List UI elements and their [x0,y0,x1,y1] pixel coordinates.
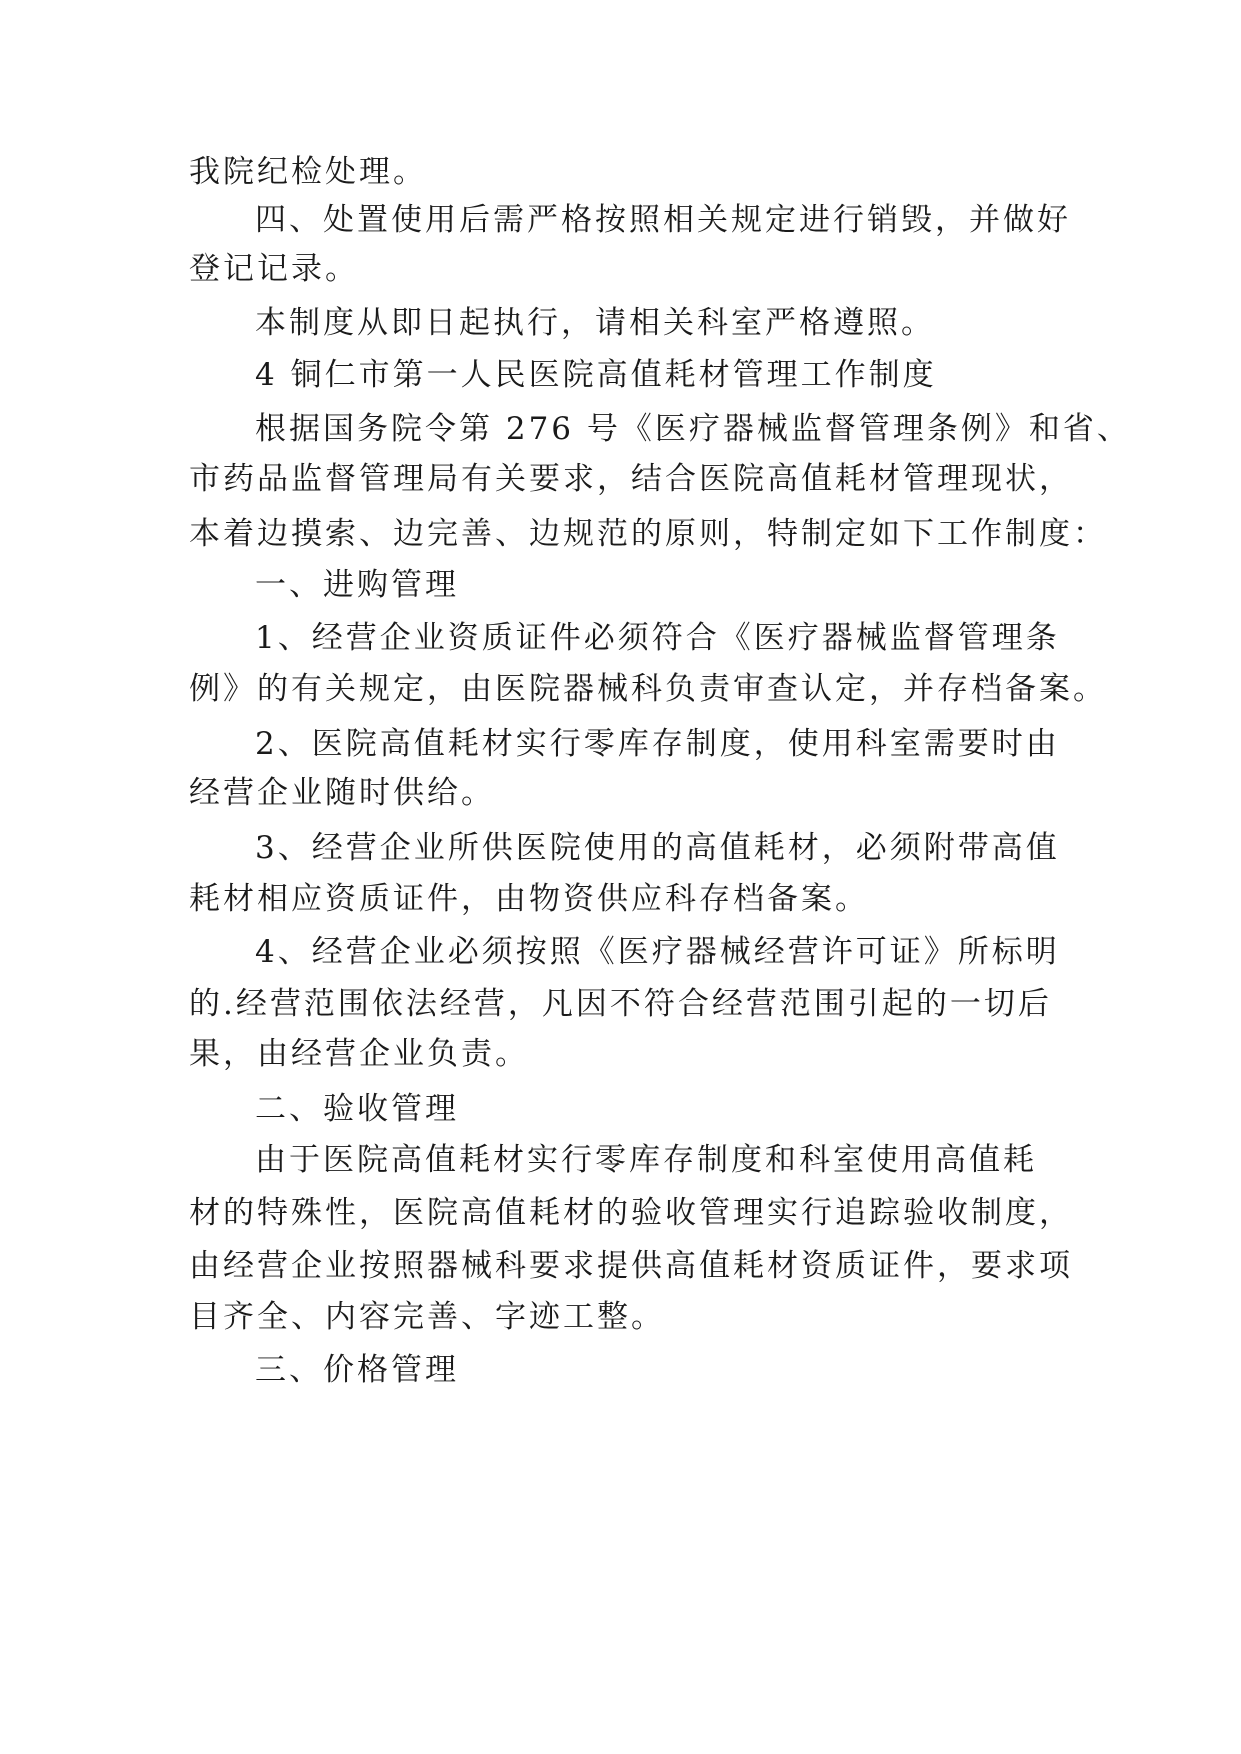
paragraph-line: 根据国务院令第 276 号《医疗器械监督管理条例》和省、 [255,411,1131,447]
paragraph-line: 由于医院高值耗材实行零库存制度和科室使用高值耗 [255,1142,1037,1178]
paragraph-line: 登记记录。 [189,251,359,287]
paragraph-line: 本制度从即日起执行，请相关科室严格遵照。 [255,305,935,341]
subsection-heading: 一、进购管理 [255,567,459,603]
paragraph-line: 例》的有关规定，由医院器械科负责审查认定，并存档备案。 [189,671,1107,707]
paragraph-line: 经营企业随时供给。 [189,775,495,811]
subsection-heading: 三、价格管理 [255,1352,459,1388]
paragraph-line: 2、医院高值耗材实行零库存制度，使用科室需要时由 [255,726,1060,762]
subsection-heading: 二、验收管理 [255,1091,459,1127]
paragraph-line: 由经营企业按照器械科要求提供高值耗材资质证件，要求项 [189,1248,1073,1284]
paragraph-line: 3、经营企业所供医院使用的高值耗材，必须附带高值 [255,830,1060,866]
paragraph-line: 果，由经营企业负责。 [189,1036,529,1072]
paragraph-line: 耗材相应资质证件，由物资供应科存档备案。 [189,881,869,917]
paragraph-line: 4、经营企业必须按照《医疗器械经营许可证》所标明 [255,934,1060,970]
paragraph-line: 四、处置使用后需严格按照相关规定进行销毁，并做好 [255,202,1071,238]
paragraph-line: 我院纪检处理。 [189,154,427,190]
section-title: 4 铜仁市第一人民医院高值耗材管理工作制度 [255,357,937,393]
paragraph-line: 1、经营企业资质证件必须符合《医疗器械监督管理条 [255,620,1060,656]
paragraph-line: 目齐全、内容完善、字迹工整。 [189,1299,665,1335]
paragraph-line: 的.经营范围依法经营，凡因不符合经营范围引起的一切后 [189,986,1052,1022]
paragraph-line: 材的特殊性，医院高值耗材的验收管理实行追踪验收制度， [189,1195,1073,1231]
paragraph-line: 市药品监督管理局有关要求，结合医院高值耗材管理现状， [189,461,1073,497]
paragraph-line: 本着边摸索、边完善、边规范的原则，特制定如下工作制度： [189,516,1107,552]
